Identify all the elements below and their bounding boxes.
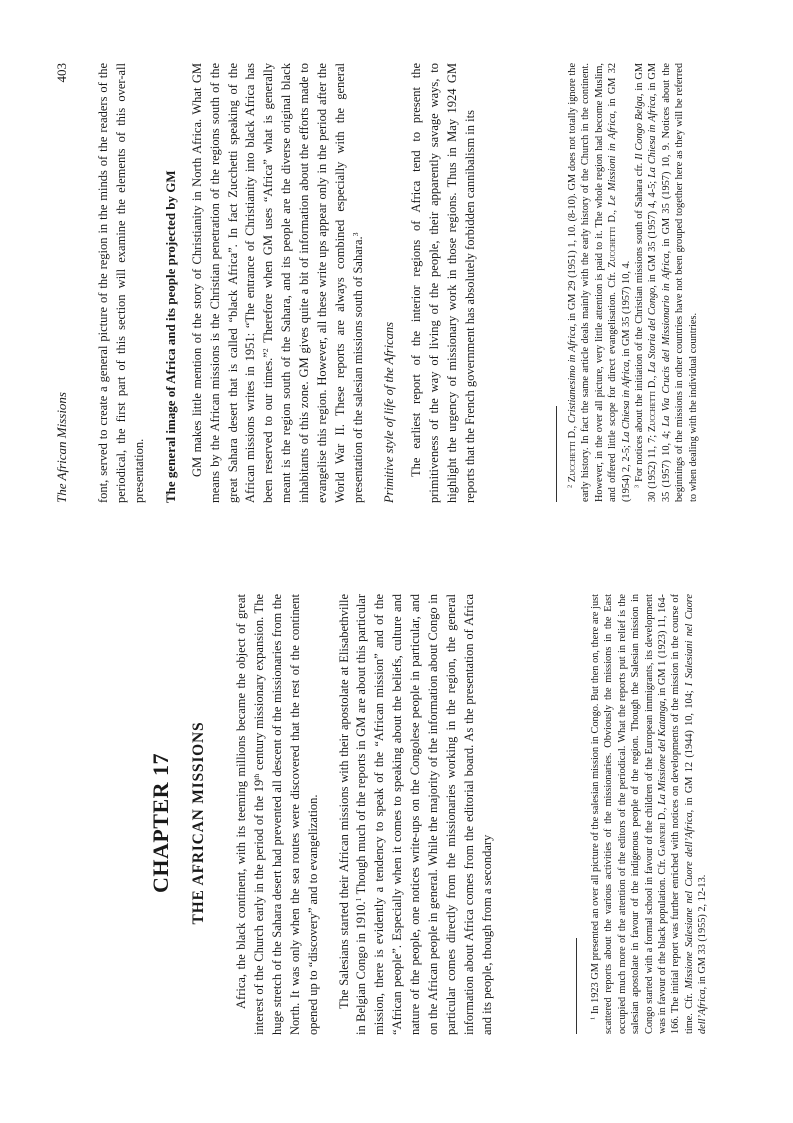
footnote-1: $^1$ In 1923 GM presented an over all picture of the salesian mission in Congo. But then on, there are just scattered reports about the various activities of the missionaries. Obviously the missions in the East occupied much more of the attention of the editors of the periodical. What the reports put in relief is the salesian apostolate in favour of the indigenous people of the region. Though the Salesian mission in Congo started with a formal school in favour of the children of the European immigrants, its development was in favour of the black population. Cfr. Garneri D., La Missione del Katanga, in GM 1 (1923) 11, 164-166. The initial report was further enriched with notices on developments of the mission in the course of time. Cfr. Missione Salesiane nel Cuore dell’Africa, in GM 12 (1944) 10, 104; I Salesiani nel Cuore dell’Africa, in GM 33 (1955) 2, 12-13. (589, 594, 709, 1034)
paragraph-2: The Salesians started their African missions with their apostolate at Elisabethville in Belgian Congo in 1910.$^1$ Though much of the reports in GM are about this particular mission, there is evidently a tendency to speak of the “African mission” and of the “African people”. Especially when it comes to speaking about the beliefs, culture and nature of the people, one notices write-ups on the Congolese people in particular, and on the African people in general. While the majority of the information about Congo in particular comes directly from the missionaries working in the region, the general information about Africa comes from the editorial board. As the presentation of Africa and its people, though from a secondary (336, 593, 494, 1035)
footnote-2: $^2$ Zucchetti D., Cristianesimo in Africa, in GM 29 (1951) 1, 10. (8-10). GM does not totally ignore the early history. In fact the same article deals mainly with the early history of the Church in the continent. However, in the over all picture, very little attention is paid to it. The whole region had become Muslim, and offered little scope for direct evangelisation. Cfr. Zucchetti D., Le Missioni in Africa, in GM 32 (1954) 2, 2-5; La Chiesa in Africa, in GM 35 (1957) 10, 4. (566, 62, 632, 502)
right-body (95, 63, 479, 503)
left-body (233, 594, 497, 1035)
subheading: Primitive style of life of the Africans (381, 322, 396, 503)
left-footnote-rule (576, 938, 577, 1034)
right-footnote-rule (556, 406, 557, 502)
chapter-title: THE AFRICAN MISSIONS (190, 721, 207, 925)
chapter-label: CHAPTER 17 (148, 752, 173, 894)
footnote-3: $^3$ For notices about the initiation of the Christian missions south of Sahara cfr. Il Congo Belga, in GM 30 (1952) 11, 7; Zucchetti D., La Storia del Congo, in GM 35 (1957) 4, 4-5; La Chiesa in Africa, in GM 35 (1957) 10, 4; La Via Crucis del Missionario in Africa, in GM 35 (1957) 10, 9. Notices about the beginnings of the missions in other countries have not been grouped together here as they will be referred to when dealing with the individual countries. (633, 62, 699, 502)
left-footnotes (589, 594, 710, 1034)
continuation-paragraph: font, served to create a general picture of the region in the minds of the readers of the periodical, the first part of this section will examine the elements of this over-all presentation. (96, 63, 146, 503)
paragraph-3: GM makes little mention of the story of Christianity in North Africa. What GM means by the African missions is the Christian penetration of the regions south of the great Sahara desert that is called “black Africa”. In fact Zucchetti speaking of the African missions writes in 1951: “The entrance of Christianity into black Africa has been reserved to our times.”$^2$ Therefore when GM uses “Africa” what is generally meant is the region south of the Sahara, and its people are the diverse original black inhabitants of this zone. GM gives quite a bit of information about the efforts made to evangelise this region. However, all these write ups appear only in the period after the World War II. These reports are always combined especially with the general presentation of the salesian missions south of Sahara.$^3$ (189, 63, 365, 503)
page-number: 403 (54, 63, 69, 83)
paragraph-1: Africa, the black continent, with its teeming millions became the object of great interest of the Church early in the period of the 19th century missionary expansion. The huge stretch of the Sahara desert had prevented all descent of the missionaries from the North. It was only when the sea routes were discovered that the rest of the continent opened up to “discovery” and to evangelization. (234, 594, 320, 1035)
paragraph-4: The earliest report of the interior regions of Africa tend to present the primitiveness of the way of living of the people, their apparently savage ways, to highlight the urgency of missionary work in those regions. Thus in May 1924 GM reports that the French government has absolutely forbidden cannibalism in its (408, 63, 477, 503)
right-footnotes (566, 63, 700, 502)
running-head: The African Missions (54, 392, 69, 503)
section-heading: The general image of Africa and its people projected by GM (162, 170, 178, 503)
